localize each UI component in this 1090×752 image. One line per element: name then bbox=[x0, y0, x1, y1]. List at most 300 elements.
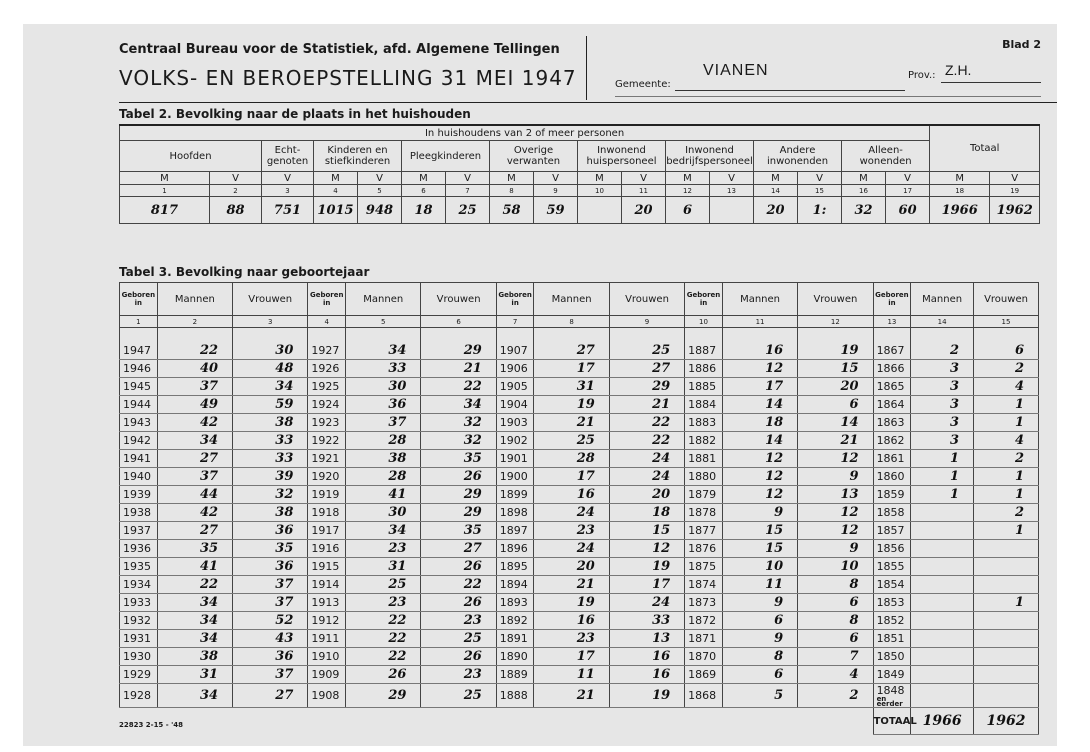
birth-year: 1863 bbox=[873, 414, 911, 432]
count-vrouwen: 12 bbox=[798, 450, 873, 468]
birth-year: 1851 bbox=[873, 630, 911, 648]
tabel3-col-number: 10 bbox=[685, 316, 723, 328]
count-mannen: 10 bbox=[722, 558, 797, 576]
table-row bbox=[120, 684, 1039, 708]
birth-year: 1852 bbox=[873, 612, 911, 630]
tabel2-sex-label: M bbox=[666, 172, 710, 185]
tabel2-value: 6 bbox=[666, 197, 710, 224]
birth-year: 1898 bbox=[496, 504, 534, 522]
birth-year: 1879 bbox=[685, 486, 723, 504]
birth-year: 1894 bbox=[496, 576, 534, 594]
birth-year: 1932 bbox=[120, 612, 158, 630]
count-mannen: 3 bbox=[911, 396, 974, 414]
hdr-mannen: Mannen bbox=[911, 283, 974, 316]
table-row bbox=[120, 378, 1039, 396]
tabel2-sex-label: M bbox=[842, 172, 886, 185]
birth-year: 1947 bbox=[120, 342, 158, 360]
count-vrouwen: 6 bbox=[798, 630, 873, 648]
count-vrouwen: 33 bbox=[233, 432, 308, 450]
birth-year: 1901 bbox=[496, 450, 534, 468]
birth-year: 1883 bbox=[685, 414, 723, 432]
count-mannen: 22 bbox=[346, 648, 421, 666]
count-mannen: 17 bbox=[534, 360, 609, 378]
birth-year: 1869 bbox=[685, 666, 723, 684]
tabel2-sex-label: V bbox=[798, 172, 842, 185]
birth-year: 1922 bbox=[308, 432, 346, 450]
table-row bbox=[120, 558, 1039, 576]
count-mannen: 28 bbox=[346, 432, 421, 450]
tabel2-col-alleen: Alleen- wonenden bbox=[842, 141, 930, 172]
count-vrouwen: 34 bbox=[233, 378, 308, 396]
count-mannen: 17 bbox=[534, 468, 609, 486]
tabel3-col-number: 1 bbox=[120, 316, 158, 328]
tabel2-value: 88 bbox=[210, 197, 262, 224]
birth-year: 1914 bbox=[308, 576, 346, 594]
count-vrouwen: 14 bbox=[798, 414, 873, 432]
tabel2-col-andere: Andere inwonenden bbox=[754, 141, 842, 172]
table-row bbox=[120, 648, 1039, 666]
count-vrouwen: 26 bbox=[421, 468, 496, 486]
tabel2-col-huisp: Inwonend huispersoneel bbox=[578, 141, 666, 172]
count-mannen: 49 bbox=[157, 396, 232, 414]
birth-year: 1935 bbox=[120, 558, 158, 576]
count-vrouwen bbox=[974, 558, 1039, 576]
birth-year: 1895 bbox=[496, 558, 534, 576]
birth-year: 1877 bbox=[685, 522, 723, 540]
birth-year: 1936 bbox=[120, 540, 158, 558]
count-mannen: 42 bbox=[157, 504, 232, 522]
birth-year: 1909 bbox=[308, 666, 346, 684]
count-vrouwen: 15 bbox=[609, 522, 684, 540]
count-vrouwen: 22 bbox=[421, 378, 496, 396]
count-vrouwen: 1 bbox=[974, 594, 1039, 612]
count-mannen: 23 bbox=[346, 594, 421, 612]
count-vrouwen: 48 bbox=[233, 360, 308, 378]
count-mannen: 34 bbox=[157, 594, 232, 612]
birth-year: 1907 bbox=[496, 342, 534, 360]
table-row bbox=[120, 522, 1039, 540]
count-vrouwen: 16 bbox=[609, 666, 684, 684]
tabel2-title: Tabel 2. Bevolking naar de plaats in het huishouden bbox=[119, 107, 471, 121]
count-mannen: 14 bbox=[722, 396, 797, 414]
count-mannen: 21 bbox=[534, 576, 609, 594]
table-row bbox=[120, 630, 1039, 648]
table-row bbox=[120, 414, 1039, 432]
count-mannen: 34 bbox=[346, 522, 421, 540]
table-row bbox=[120, 396, 1039, 414]
table-row bbox=[120, 576, 1039, 594]
tabel2-sex-label: V bbox=[990, 172, 1040, 185]
count-mannen: 36 bbox=[346, 396, 421, 414]
count-vrouwen: 29 bbox=[421, 342, 496, 360]
hdr-vrouwen: Vrouwen bbox=[421, 283, 496, 316]
count-mannen: 34 bbox=[157, 432, 232, 450]
tabel2-col-number: 8 bbox=[490, 185, 534, 197]
totaal-vrouwen: 1962 bbox=[974, 708, 1039, 735]
hdr-geboren-in: Geboren in bbox=[120, 283, 158, 316]
count-mannen: 41 bbox=[157, 558, 232, 576]
table-row bbox=[120, 342, 1039, 360]
count-vrouwen: 30 bbox=[233, 342, 308, 360]
count-mannen bbox=[911, 540, 974, 558]
tabel3-body bbox=[120, 342, 1039, 708]
tabel2-col-number: 18 bbox=[930, 185, 990, 197]
count-vrouwen: 38 bbox=[233, 414, 308, 432]
count-vrouwen: 6 bbox=[974, 342, 1039, 360]
count-mannen: 22 bbox=[157, 576, 232, 594]
birth-year: 1867 bbox=[873, 342, 911, 360]
tabel2-value bbox=[578, 197, 622, 224]
gemeente-underline-2 bbox=[615, 96, 1041, 97]
birth-year: 1931 bbox=[120, 630, 158, 648]
birth-year: 1945 bbox=[120, 378, 158, 396]
form-title: VOLKS- EN BEROEPSTELLING 31 MEI 1947 bbox=[119, 66, 577, 90]
birth-year: 1941 bbox=[120, 450, 158, 468]
birth-year: 1921 bbox=[308, 450, 346, 468]
birth-year: 1934 bbox=[120, 576, 158, 594]
birth-year: 1856 bbox=[873, 540, 911, 558]
birth-year: 1908 bbox=[308, 684, 346, 708]
tabel3-col-number: 5 bbox=[346, 316, 421, 328]
tabel2-sex-label: V bbox=[886, 172, 930, 185]
birth-year: 1912 bbox=[308, 612, 346, 630]
count-mannen bbox=[911, 630, 974, 648]
count-vrouwen: 36 bbox=[233, 558, 308, 576]
birth-year: 1880 bbox=[685, 468, 723, 486]
count-mannen: 29 bbox=[346, 684, 421, 708]
birth-year: 1905 bbox=[496, 378, 534, 396]
hdr-mannen: Mannen bbox=[157, 283, 232, 316]
count-mannen: 25 bbox=[346, 576, 421, 594]
count-vrouwen: 8 bbox=[798, 612, 873, 630]
count-vrouwen: 1 bbox=[974, 396, 1039, 414]
birth-year: 1862 bbox=[873, 432, 911, 450]
gemeente-label: Gemeente: bbox=[615, 79, 671, 90]
count-mannen: 20 bbox=[534, 558, 609, 576]
count-vrouwen: 38 bbox=[233, 504, 308, 522]
count-vrouwen: 26 bbox=[421, 648, 496, 666]
count-vrouwen: 25 bbox=[609, 342, 684, 360]
tabel3-col-number: 11 bbox=[722, 316, 797, 328]
birth-year: 1913 bbox=[308, 594, 346, 612]
count-vrouwen: 12 bbox=[609, 540, 684, 558]
count-vrouwen: 27 bbox=[609, 360, 684, 378]
count-vrouwen: 19 bbox=[609, 558, 684, 576]
birth-year: 1904 bbox=[496, 396, 534, 414]
tabel2-value: 1015 bbox=[314, 197, 358, 224]
birth-year: 1864 bbox=[873, 396, 911, 414]
tabel2-sex-label: V bbox=[210, 172, 262, 185]
count-vrouwen: 20 bbox=[798, 378, 873, 396]
count-mannen: 11 bbox=[722, 576, 797, 594]
count-vrouwen: 7 bbox=[798, 648, 873, 666]
count-mannen: 21 bbox=[534, 414, 609, 432]
tabel2-col-number: 16 bbox=[842, 185, 886, 197]
count-vrouwen: 4 bbox=[798, 666, 873, 684]
count-mannen: 6 bbox=[722, 666, 797, 684]
count-mannen: 17 bbox=[722, 378, 797, 396]
birth-year: 1848 en eerder bbox=[873, 684, 911, 708]
count-mannen: 12 bbox=[722, 450, 797, 468]
count-vrouwen: 33 bbox=[609, 612, 684, 630]
count-mannen: 1 bbox=[911, 468, 974, 486]
count-vrouwen: 26 bbox=[421, 594, 496, 612]
count-vrouwen bbox=[974, 576, 1039, 594]
prov-line bbox=[941, 82, 1041, 83]
tabel2-group-header: In huishoudens van 2 of meer personen bbox=[120, 125, 930, 141]
birth-year: 1906 bbox=[496, 360, 534, 378]
count-vrouwen: 2 bbox=[798, 684, 873, 708]
birth-year: 1888 bbox=[496, 684, 534, 708]
count-mannen: 23 bbox=[534, 522, 609, 540]
birth-year: 1874 bbox=[685, 576, 723, 594]
tabel2-sex-label: M bbox=[754, 172, 798, 185]
birth-year: 1926 bbox=[308, 360, 346, 378]
birth-year: 1928 bbox=[120, 684, 158, 708]
tabel3-col-number: 3 bbox=[233, 316, 308, 328]
count-mannen: 24 bbox=[534, 504, 609, 522]
gemeente-value: VIANEN bbox=[703, 62, 769, 79]
count-vrouwen: 27 bbox=[421, 540, 496, 558]
tabel2-value: 1: bbox=[798, 197, 842, 224]
birth-year: 1924 bbox=[308, 396, 346, 414]
birth-year: 1891 bbox=[496, 630, 534, 648]
en-eerder-note: en eerder bbox=[876, 695, 903, 708]
birth-year: 1850 bbox=[873, 648, 911, 666]
birth-year: 1871 bbox=[685, 630, 723, 648]
count-mannen: 14 bbox=[722, 432, 797, 450]
tabel2-value: 59 bbox=[534, 197, 578, 224]
birth-year: 1865 bbox=[873, 378, 911, 396]
header-divider bbox=[586, 36, 587, 100]
count-mannen: 35 bbox=[157, 540, 232, 558]
count-mannen: 34 bbox=[346, 342, 421, 360]
tabel2-col-number: 14 bbox=[754, 185, 798, 197]
count-mannen: 15 bbox=[722, 522, 797, 540]
count-mannen: 30 bbox=[346, 504, 421, 522]
count-vrouwen: 10 bbox=[798, 558, 873, 576]
tabel2-col-number: 2 bbox=[210, 185, 262, 197]
gemeente-line bbox=[675, 90, 905, 91]
tabel3-col-number: 6 bbox=[421, 316, 496, 328]
tabel2-col-number: 17 bbox=[886, 185, 930, 197]
tabel2-col-echtgenoten: Echt- genoten bbox=[262, 141, 314, 172]
tabel2-col-number: 5 bbox=[358, 185, 402, 197]
tabel2-value: 60 bbox=[886, 197, 930, 224]
count-vrouwen: 39 bbox=[233, 468, 308, 486]
count-vrouwen: 25 bbox=[421, 684, 496, 708]
hdr-geboren-in: Geboren in bbox=[685, 283, 723, 316]
birth-year: 1853 bbox=[873, 594, 911, 612]
count-vrouwen: 36 bbox=[233, 648, 308, 666]
count-mannen: 9 bbox=[722, 504, 797, 522]
count-vrouwen: 32 bbox=[421, 432, 496, 450]
tabel3-totaal-row bbox=[120, 708, 1039, 735]
count-vrouwen: 4 bbox=[974, 378, 1039, 396]
count-vrouwen: 36 bbox=[233, 522, 308, 540]
birth-year: 1876 bbox=[685, 540, 723, 558]
totaal-mannen: 1966 bbox=[911, 708, 974, 735]
count-mannen: 12 bbox=[722, 468, 797, 486]
tabel2-sex-row bbox=[120, 172, 1040, 185]
count-vrouwen: 24 bbox=[609, 468, 684, 486]
birth-year: 1944 bbox=[120, 396, 158, 414]
tabel2-value: 25 bbox=[446, 197, 490, 224]
count-mannen: 1 bbox=[911, 450, 974, 468]
count-mannen: 37 bbox=[157, 468, 232, 486]
birth-year: 1878 bbox=[685, 504, 723, 522]
tabel2-col-number: 6 bbox=[402, 185, 446, 197]
count-mannen: 23 bbox=[346, 540, 421, 558]
tabel2-col-totaal: Totaal bbox=[930, 125, 1040, 172]
birth-year: 1920 bbox=[308, 468, 346, 486]
tabel3-col-number: 2 bbox=[157, 316, 232, 328]
birth-year: 1892 bbox=[496, 612, 534, 630]
count-vrouwen: 2 bbox=[974, 360, 1039, 378]
tabel2-sex-label: V bbox=[622, 172, 666, 185]
table-row bbox=[120, 486, 1039, 504]
tabel2-col-overige: Overige verwanten bbox=[490, 141, 578, 172]
count-mannen: 37 bbox=[346, 414, 421, 432]
birth-year: 1870 bbox=[685, 648, 723, 666]
count-mannen: 2 bbox=[911, 342, 974, 360]
birth-year: 1915 bbox=[308, 558, 346, 576]
tabel2-number-row bbox=[120, 185, 1040, 197]
tabel3-col-number: 15 bbox=[974, 316, 1039, 328]
tabel2-col-number: 7 bbox=[446, 185, 490, 197]
hdr-vrouwen: Vrouwen bbox=[798, 283, 873, 316]
count-mannen bbox=[911, 558, 974, 576]
count-mannen: 16 bbox=[722, 342, 797, 360]
birth-year: 1925 bbox=[308, 378, 346, 396]
birth-year: 1900 bbox=[496, 468, 534, 486]
tabel2-value: 1962 bbox=[990, 197, 1040, 224]
count-vrouwen: 43 bbox=[233, 630, 308, 648]
count-mannen: 3 bbox=[911, 414, 974, 432]
birth-year: 1861 bbox=[873, 450, 911, 468]
birth-year: 1911 bbox=[308, 630, 346, 648]
count-vrouwen: 12 bbox=[798, 522, 873, 540]
tabel3-table bbox=[119, 282, 1039, 735]
count-vrouwen: 21 bbox=[421, 360, 496, 378]
count-vrouwen: 22 bbox=[609, 432, 684, 450]
totaal-label: TOTAAL bbox=[873, 708, 911, 735]
table-row bbox=[120, 450, 1039, 468]
count-mannen: 8 bbox=[722, 648, 797, 666]
hdr-vrouwen: Vrouwen bbox=[609, 283, 684, 316]
count-vrouwen bbox=[974, 540, 1039, 558]
count-vrouwen: 37 bbox=[233, 576, 308, 594]
tabel3-col-number: 14 bbox=[911, 316, 974, 328]
count-vrouwen: 35 bbox=[421, 450, 496, 468]
birth-year: 1866 bbox=[873, 360, 911, 378]
hdr-geboren-in: Geboren in bbox=[308, 283, 346, 316]
count-mannen: 33 bbox=[346, 360, 421, 378]
birth-year: 1910 bbox=[308, 648, 346, 666]
tabel2-sex-label: M bbox=[402, 172, 446, 185]
count-mannen bbox=[911, 594, 974, 612]
count-vrouwen: 35 bbox=[233, 540, 308, 558]
count-mannen bbox=[911, 684, 974, 708]
birth-year: 1860 bbox=[873, 468, 911, 486]
table-row bbox=[120, 594, 1039, 612]
tabel2-value: 20 bbox=[754, 197, 798, 224]
birth-year: 1896 bbox=[496, 540, 534, 558]
birth-year: 1903 bbox=[496, 414, 534, 432]
birth-year: 1939 bbox=[120, 486, 158, 504]
birth-year: 1940 bbox=[120, 468, 158, 486]
count-vrouwen: 8 bbox=[798, 576, 873, 594]
count-vrouwen: 20 bbox=[609, 486, 684, 504]
count-mannen: 27 bbox=[157, 450, 232, 468]
count-vrouwen: 37 bbox=[233, 594, 308, 612]
count-mannen: 16 bbox=[534, 612, 609, 630]
count-vrouwen: 21 bbox=[609, 396, 684, 414]
count-mannen: 3 bbox=[911, 432, 974, 450]
count-vrouwen: 17 bbox=[609, 576, 684, 594]
count-mannen: 3 bbox=[911, 360, 974, 378]
birth-year: 1885 bbox=[685, 378, 723, 396]
birth-year: 1882 bbox=[685, 432, 723, 450]
count-vrouwen: 1 bbox=[974, 522, 1039, 540]
birth-year: 1918 bbox=[308, 504, 346, 522]
tabel2-value: 20 bbox=[622, 197, 666, 224]
count-vrouwen: 35 bbox=[421, 522, 496, 540]
count-mannen: 31 bbox=[346, 558, 421, 576]
count-mannen: 6 bbox=[722, 612, 797, 630]
hdr-mannen: Mannen bbox=[346, 283, 421, 316]
table-row bbox=[120, 360, 1039, 378]
count-mannen: 22 bbox=[157, 342, 232, 360]
tabel3-col-number: 12 bbox=[798, 316, 873, 328]
count-vrouwen: 4 bbox=[974, 432, 1039, 450]
birth-year: 1884 bbox=[685, 396, 723, 414]
count-mannen: 38 bbox=[346, 450, 421, 468]
tabel2-sex-label: M bbox=[930, 172, 990, 185]
tabel2-sex-label: V bbox=[710, 172, 754, 185]
tabel3-title: Tabel 3. Bevolking naar geboortejaar bbox=[119, 265, 370, 279]
birth-year: 1923 bbox=[308, 414, 346, 432]
count-vrouwen: 24 bbox=[609, 594, 684, 612]
count-vrouwen bbox=[974, 648, 1039, 666]
count-vrouwen: 24 bbox=[609, 450, 684, 468]
tabel2-col-pleeg: Pleegkinderen bbox=[402, 141, 490, 172]
count-vrouwen: 2 bbox=[974, 450, 1039, 468]
tabel2-value: 58 bbox=[490, 197, 534, 224]
hdr-mannen: Mannen bbox=[534, 283, 609, 316]
count-mannen: 9 bbox=[722, 594, 797, 612]
tabel2-value: 948 bbox=[358, 197, 402, 224]
count-mannen: 22 bbox=[346, 612, 421, 630]
count-mannen: 34 bbox=[157, 684, 232, 708]
birth-year: 1897 bbox=[496, 522, 534, 540]
count-mannen: 21 bbox=[534, 684, 609, 708]
count-mannen: 40 bbox=[157, 360, 232, 378]
birth-year: 1855 bbox=[873, 558, 911, 576]
tabel2-sex-label: V bbox=[446, 172, 490, 185]
hdr-vrouwen: Vrouwen bbox=[233, 283, 308, 316]
birth-year: 1930 bbox=[120, 648, 158, 666]
tabel3-number-row bbox=[120, 316, 1039, 328]
birth-year: 1889 bbox=[496, 666, 534, 684]
count-vrouwen: 1 bbox=[974, 468, 1039, 486]
count-mannen: 31 bbox=[534, 378, 609, 396]
count-vrouwen: 22 bbox=[421, 576, 496, 594]
tabel3-col-number: 7 bbox=[496, 316, 534, 328]
count-vrouwen: 27 bbox=[233, 684, 308, 708]
hdr-vrouwen: Vrouwen bbox=[974, 283, 1039, 316]
birth-year: 1893 bbox=[496, 594, 534, 612]
